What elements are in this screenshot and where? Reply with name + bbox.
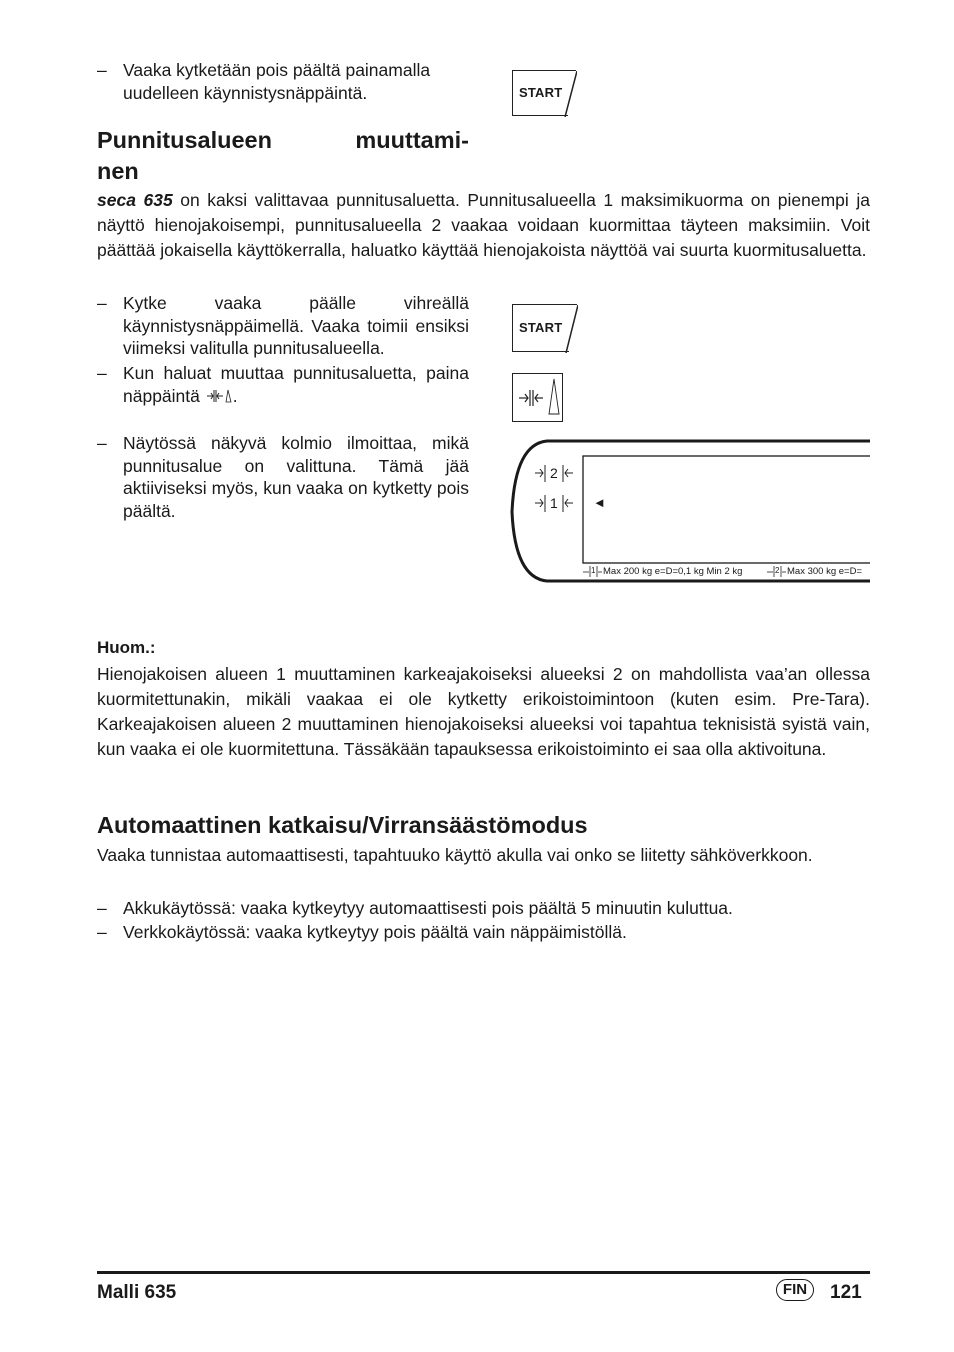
range-intro-paragraph	[97, 188, 870, 263]
range-indicator-triangle: ◄	[593, 495, 606, 510]
start-key-corner-icon	[513, 71, 577, 117]
range-key	[512, 373, 563, 422]
dash: –	[97, 433, 107, 453]
bullet-text: Verkkokäytössä: vaaka kytkeytyy pois päältä vain näppäimistöllä.	[123, 922, 627, 942]
spec-range-1-num: 1	[591, 566, 596, 575]
start-key-label: START	[519, 320, 563, 335]
footer-model: Malli 635	[97, 1282, 177, 1303]
heading-line-1: Punnitusalueen muuttami-	[97, 127, 469, 153]
footer-rule	[97, 1271, 870, 1274]
section-heading-range	[97, 125, 469, 187]
language-badge: FIN	[776, 1279, 814, 1301]
start-key-label: START	[519, 85, 563, 100]
spec-range-1: Max 200 kg e=D=0,1 kg Min 2 kg	[603, 566, 743, 577]
display-outline	[505, 438, 870, 586]
start-key	[512, 304, 577, 352]
bullet-text: Vaaka kytketään pois päältä painamalla uudelleen käynnistysnäppäintä.	[123, 60, 431, 103]
range-2-label: 2	[550, 465, 558, 481]
heading-line-2: nen	[97, 158, 139, 184]
bullet-switch-off	[97, 59, 469, 104]
bullet-triangle-indicator	[97, 432, 469, 522]
bullet-battery-mode	[97, 896, 870, 920]
auto-off-intro: Vaaka tunnistaa automaattisesti, tapahtuuko käyttö akulla vai onko se liitetty sähköverkkoon.	[97, 845, 813, 865]
bullet-switch-on	[97, 292, 469, 360]
note-title: Huom.:	[97, 638, 156, 657]
start-key	[512, 70, 576, 116]
dash: –	[97, 60, 107, 80]
dash: –	[97, 363, 107, 383]
page-number: 121	[830, 1282, 862, 1303]
spec-range-2: Max 300 kg e=D=	[787, 566, 862, 577]
range-key-icon	[513, 374, 564, 423]
model-name: seca 635	[97, 190, 173, 210]
bullet-mains-mode	[97, 920, 870, 944]
bullet-text: Kun haluat muuttaa punnitusaluetta, paina näppäintä	[123, 363, 469, 406]
range-1-label: 1	[550, 495, 558, 511]
spec-range-2-num: 2	[775, 566, 780, 575]
start-key-corner-icon	[513, 305, 578, 353]
dash: –	[97, 293, 107, 313]
bullet-text: Näytössä näkyvä kolmio ilmoittaa, mikä punnitusalue on valittuna. Tämä jää aktiiviseksi myös, kun vaaka on kytketty pois päältä.	[123, 433, 469, 521]
range-key-icon	[205, 388, 233, 404]
dash: –	[97, 898, 107, 918]
bullet-text-end: .	[232, 385, 238, 406]
dash: –	[97, 922, 107, 942]
note-body: Hienojakoisen alueen 1 muuttaminen karkeajakoiseksi alueeksi 2 on mahdollista vaa’an ollessa kuormitettunakin, mikäli vaakaa ei ole kytketty erikoistoimintoon (kuten esim. Pre-Tara). Karkeajakoisen alueen 2 muuttaminen hienojakoiseksi alueeksi voi tapahtua teknisistä syistä vain, kun vaaka ei ole kuormitettuna. Tässäkään tapauksessa erikoistoiminto ei saa olla aktivoituna.	[97, 664, 870, 759]
bullet-change-range	[97, 362, 469, 407]
bullet-text-wrap	[123, 362, 469, 407]
bullet-text: Kytke vaaka päälle vihreällä käynnistysnäppäimellä. Vaaka toimii ensiksi viimeksi valitulla punnitusalueella.	[123, 293, 469, 358]
range-intro-text: on kaksi valittavaa punnitusaluetta. Punnitusalueella 1 maksimikuorma on pienempi ja näyttö hienojakoisempi, punnitusalueella 2 vaakaa voidaan kuormittaa täyteen maksimiin. Voit päättää jokaisella käyttökerralla, haluatko käyttää hienojakoista näyttöä vai suurta kuormitusaluetta.	[97, 190, 870, 260]
bullet-text: Akkukäytössä: vaaka kytkeytyy automaattisesti pois päältä 5 minuutin kuluttua.	[123, 898, 733, 918]
scale-display-illustration	[505, 438, 870, 586]
section-heading-auto-off: Automaattinen katkaisu/Virransäästömodus	[97, 812, 588, 838]
